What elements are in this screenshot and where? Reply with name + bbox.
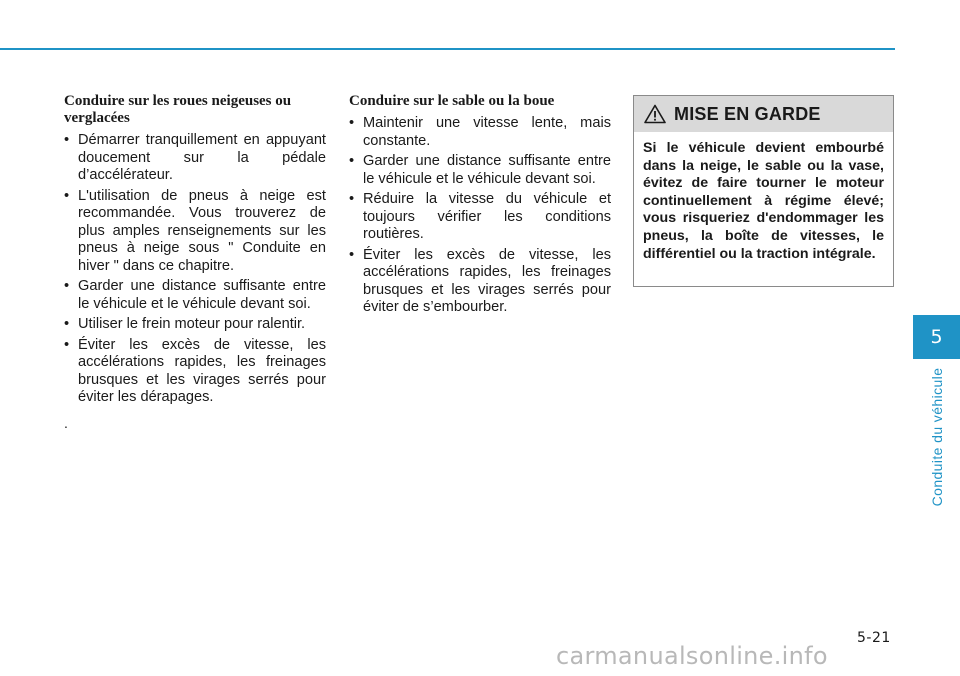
warning-title: MISE EN GARDE [674,103,821,124]
warning-triangle-icon [644,104,666,124]
bullet-list [349,115,611,317]
watermark: carmanualsonline.info [556,642,828,670]
list-item: • Garder une distance suffisante entre le véhicule et le véhicule devant soi. [64,278,326,312]
page-number: 5-21 [857,630,891,646]
trailing-mark: . [64,414,68,431]
chapter-number: 5 [930,326,943,348]
warning-text: Si le véhicule devient embourbé dans la neige, le sable ou la vase, évitez de faire tourner le moteur continuellement à régime élevé; vous risqueriez d'endommager les pneus, la boîte de vitesses, le différentiel ou la traction intégrale. [643,140,884,262]
warning-box [633,95,894,287]
chapter-label: Conduite du véhicule [929,367,945,507]
section-heading: Conduire sur le sable ou la boue [349,93,555,109]
list-item: • Démarrer tranquillement en appuyant doucement sur la pédale d’accélérateur. [64,132,326,183]
list-item: • Utiliser le frein moteur pour ralentir. [64,316,306,332]
section-snow-ice [64,93,326,432]
list-item: • Éviter les excès de vitesse, les accélérations rapides, les freinages brusques et les virages serrés pour éviter les dérapages. [64,336,326,405]
chapter-tab [913,315,960,359]
section-sand-mud [349,93,611,320]
list-item: • Maintenir une vitesse lente, mais constante. [349,115,611,149]
list-item: • Réduire la vitesse du véhicule et toujours vérifier les conditions routières. [349,191,611,242]
warning-header [634,96,893,132]
list-item: • Garder une distance suffisante entre le véhicule et le véhicule devant soi. [349,153,611,187]
section-heading: Conduire sur les roues neigeuses ou verglacées [64,93,292,126]
top-rule [0,48,895,50]
list-item: • L'utilisation de pneus à neige est recommandée. Vous trouverez de plus amples renseignements sur les pneus à neige sous " Conduite en hiver " dans ce chapitre. [64,187,326,274]
bullet-list [64,132,326,407]
list-item: • Éviter les excès de vitesse, les accélérations rapides, les freinages brusques et les virages serrés pour éviter de s’embourber. [349,246,611,315]
